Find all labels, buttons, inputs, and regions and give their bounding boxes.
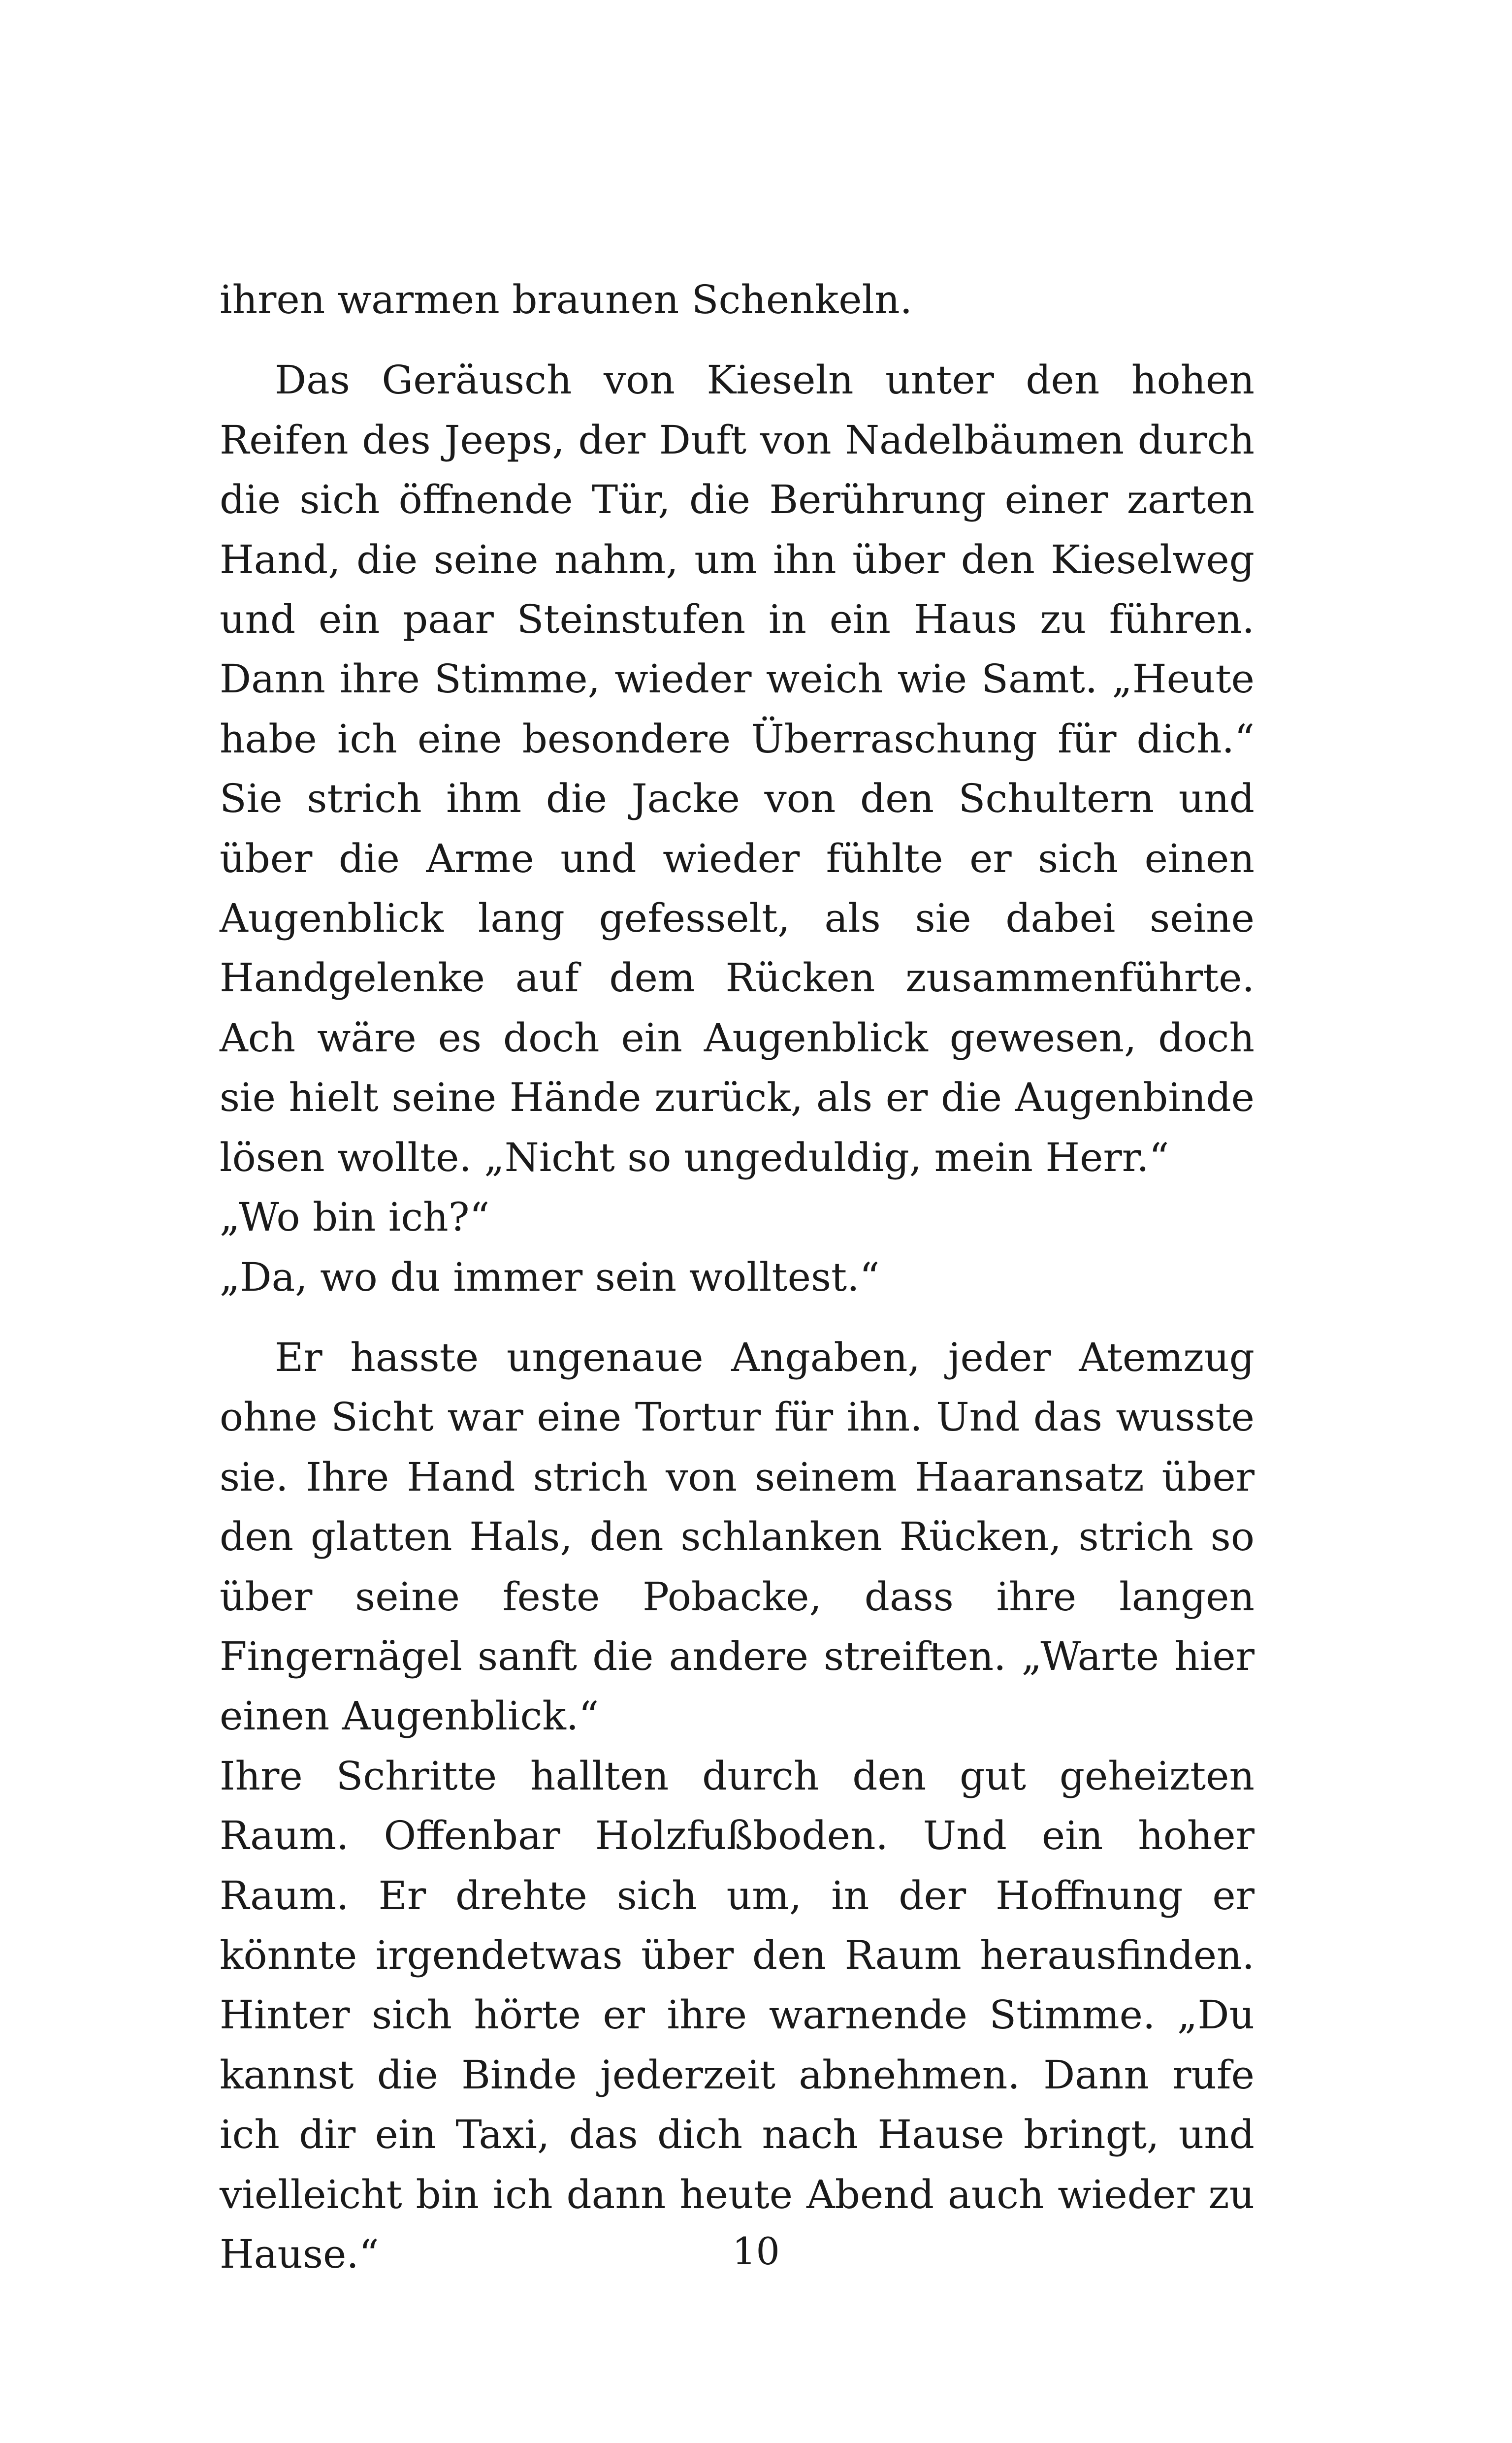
body-text xyxy=(220,270,1255,2284)
paragraph-room: Ihre Schritte hallten durch den gut geheizten Raum. Offenbar Holzfußboden. Und ein hoher Raum. Er drehte sich um, in der Hoffnung er könnte irgendetwas über den Raum herausfinden. Hinter sich hörte er ihre warnende Stimme. „Du kannst die Binde jederzeit abnehmen. Dann rufe ich dir ein Taxi, das dich nach Hause bringt, und vielleicht bin ich dann heute Abend auch wieder zu Hause.“ xyxy=(220,1753,1255,2277)
paragraph-continuation: ihren warmen braunen Schenkeln. xyxy=(220,277,913,323)
dialogue-line-where: „Wo bin ich?“ xyxy=(220,1194,490,1240)
paragraph-arrival: Das Geräusch von Kieseln unter den hohen Reifen des Jeeps, der Duft von Nadelbäumen durch die sich öffnende Tür, die Berührung einer zarten Hand, die seine nahm, um ihn über den Kieselweg und ein paar Steinstufen in ein Haus zu führen. Dann ihre Stimme, wieder weich wie Samt. „Heute habe ich eine besondere Überraschung für dich.“ Sie strich ihm die Jacke von den Schultern und über die Arme und wieder fühlte er sich einen Augenblick lang gefesselt, als sie dabei seine Handgelenke auf dem Rücken zusammenführte. Ach wäre es doch ein Augenblick gewesen, doch sie hielt seine Hände zurück, als er die Augenbinde lösen wollte. „Nicht so ungeduldig, mein Herr.“ xyxy=(220,357,1255,1180)
dialogue-line-answer: „Da, wo du immer sein wolltest.“ xyxy=(220,1254,880,1300)
paragraph-blindfold: Er hasste ungenaue Angaben, jeder Atemzug ohne Sicht war eine Tortur für ihn. Und das wusste sie. Ihre Hand strich von seinem Haaransatz über den glatten Hals, den schlanken Rücken, strich so über seine feste Pobacke, dass ihre langen Fingernägel sanft die andere streiften. „Warte hier einen Augenblick.“ xyxy=(220,1334,1255,1739)
page-number: 10 xyxy=(732,2229,780,2273)
